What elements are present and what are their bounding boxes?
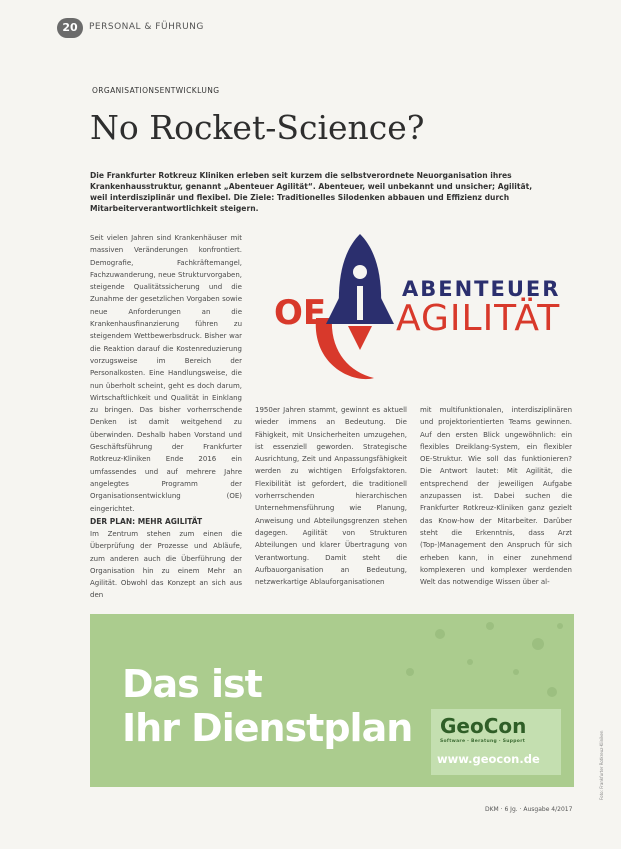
photo-credit: Foto: Frankfurter Rotkreuz-Kliniken <box>599 730 604 800</box>
body-column-3: mit multifunktionalen, interdisziplinären und projektorientierten Teams gewinnen. Auf den ersten Blick ungewöhnlich: ein flexibles Dreiklang-System, ein flexibler OE-Struktur. Wie soll das funktionieren? Die Antwort lautet: Mit Agilität, die entsprechend der jeweiligen Aufgabe anzupassen ist. Dabei suchen die Frankfurter Rotkreuz-Kliniken ganz gezielt das Know-how der Mitarbeiter. Darüber steht die Erkenntnis, dass Arzt (Top-)Management den Anspruch für sich erheben kann, in einer zunehmend komplexeren und komplexer werdenden Welt das notwendige Wissen über al- <box>420 406 572 587</box>
section-header: PERSONAL & FÜHRUNG <box>89 22 204 32</box>
geocon-advertisement[interactable] <box>90 614 574 787</box>
ad-brand-name: GeoCon <box>440 714 527 738</box>
body-column-1: Seit vielen Jahren sind Krankenhäuser mit massiven Veränderungen konfrontiert. Demografie, Fachkräftemangel, Fachzuwanderung, neue Strukturvorgaben, steigende Qualitätssicherung und die Zunahme der gesetzlichen Vorgaben sowie neue Anforderungen an die Krankenhausfinanzierung führen zu steigendem Wettbewerbsdruck. Bisher war die Reaktion darauf die Kostenreduzierung vorzugsweise im Bereich der Personalkosten. Eine Handlungsweise, die nun überholt scheint, geht es doch darum, Wirtschaftlichkeit und Qualität in Einklang zu bringen. Das bisher vorherrschende Denken ist damit weitgehend zu überwinden. Deshalb haben Vorstand und Geschäftsführung der Frankfurter Rotkreuz-Kliniken Ende 2016 ein umfassendes und auf mehrere Jahre angelegtes Programm der Organisationsentwicklung (OE) eingerichtet. <box>90 234 242 513</box>
page-number-badge: 20 <box>57 18 83 38</box>
ad-headline-line-1: Das ist <box>122 662 262 706</box>
logo-initials: OE <box>274 293 327 333</box>
logo-line-2: AGILITÄT <box>396 298 561 339</box>
subheading: DER PLAN: MEHR AGILITÄT <box>90 517 203 526</box>
article-title: No Rocket-Science? <box>90 108 425 147</box>
body-column-1-continued: Im Zentrum stehen zum einen die Überprüfung der Prozesse und Abläufe, zum anderen auch die Überführung der Organisation hin zu einem Mehr an Agilität. Obwohl das Konzept an sich aus den <box>90 530 242 600</box>
logo-line-1: ABENTEUER <box>402 277 561 301</box>
ad-url-link[interactable]: www.geocon.de <box>437 752 540 766</box>
article-kicker: ORGANISATIONSENTWICKLUNG <box>92 86 220 95</box>
page-footer: DKM · 6 Jg. · Ausgabe 4/2017 <box>485 806 573 813</box>
rocket-icon <box>326 234 394 350</box>
ad-headline-line-2: Ihr Dienstplan <box>122 706 413 750</box>
body-column-2: 1950er Jahren stammt, gewinnt es aktuell wieder immens an Bedeutung. Die Fähigkeit, mit Unsicherheiten umzugehen, ist essenziell geworden. Strategische Ausrichtung, Zeit und Anpassungsfähigkeit werden zu wichtigen Erfolgsfaktoren. Flexibilität ist gefordert, die traditionell vorherrschenden hierarchischen Unternehmensführung wie Planung, Anweisung und Abteilungsgrenzen stehen dagegen. Agilität von Strukturen Abteilungen und klarer Übertragung von Verantwortung. Damit steht die Aufbauorganisation an Bedeutung, netzwerkartige Ablauforganisationen <box>255 406 407 587</box>
abenteuer-agilitaet-logo <box>256 226 572 396</box>
article-lead: Die Frankfurter Rotkreuz Kliniken erleben seit kurzem die selbstverordnete Neuorganisation ihres Krankenhausstruktur, genannt „Abenteuer Agilität“. Abenteuer, weil unbekannt und unsicher; Agilität, weil interdisziplinär und flexibel. Die Ziele: Traditionelles Silodenken abbauen und Effizienz durch Mitarbeiterverantwortlichkeit steigern. <box>90 171 533 213</box>
ad-tagline: Software · Beratung · Support <box>440 739 526 744</box>
